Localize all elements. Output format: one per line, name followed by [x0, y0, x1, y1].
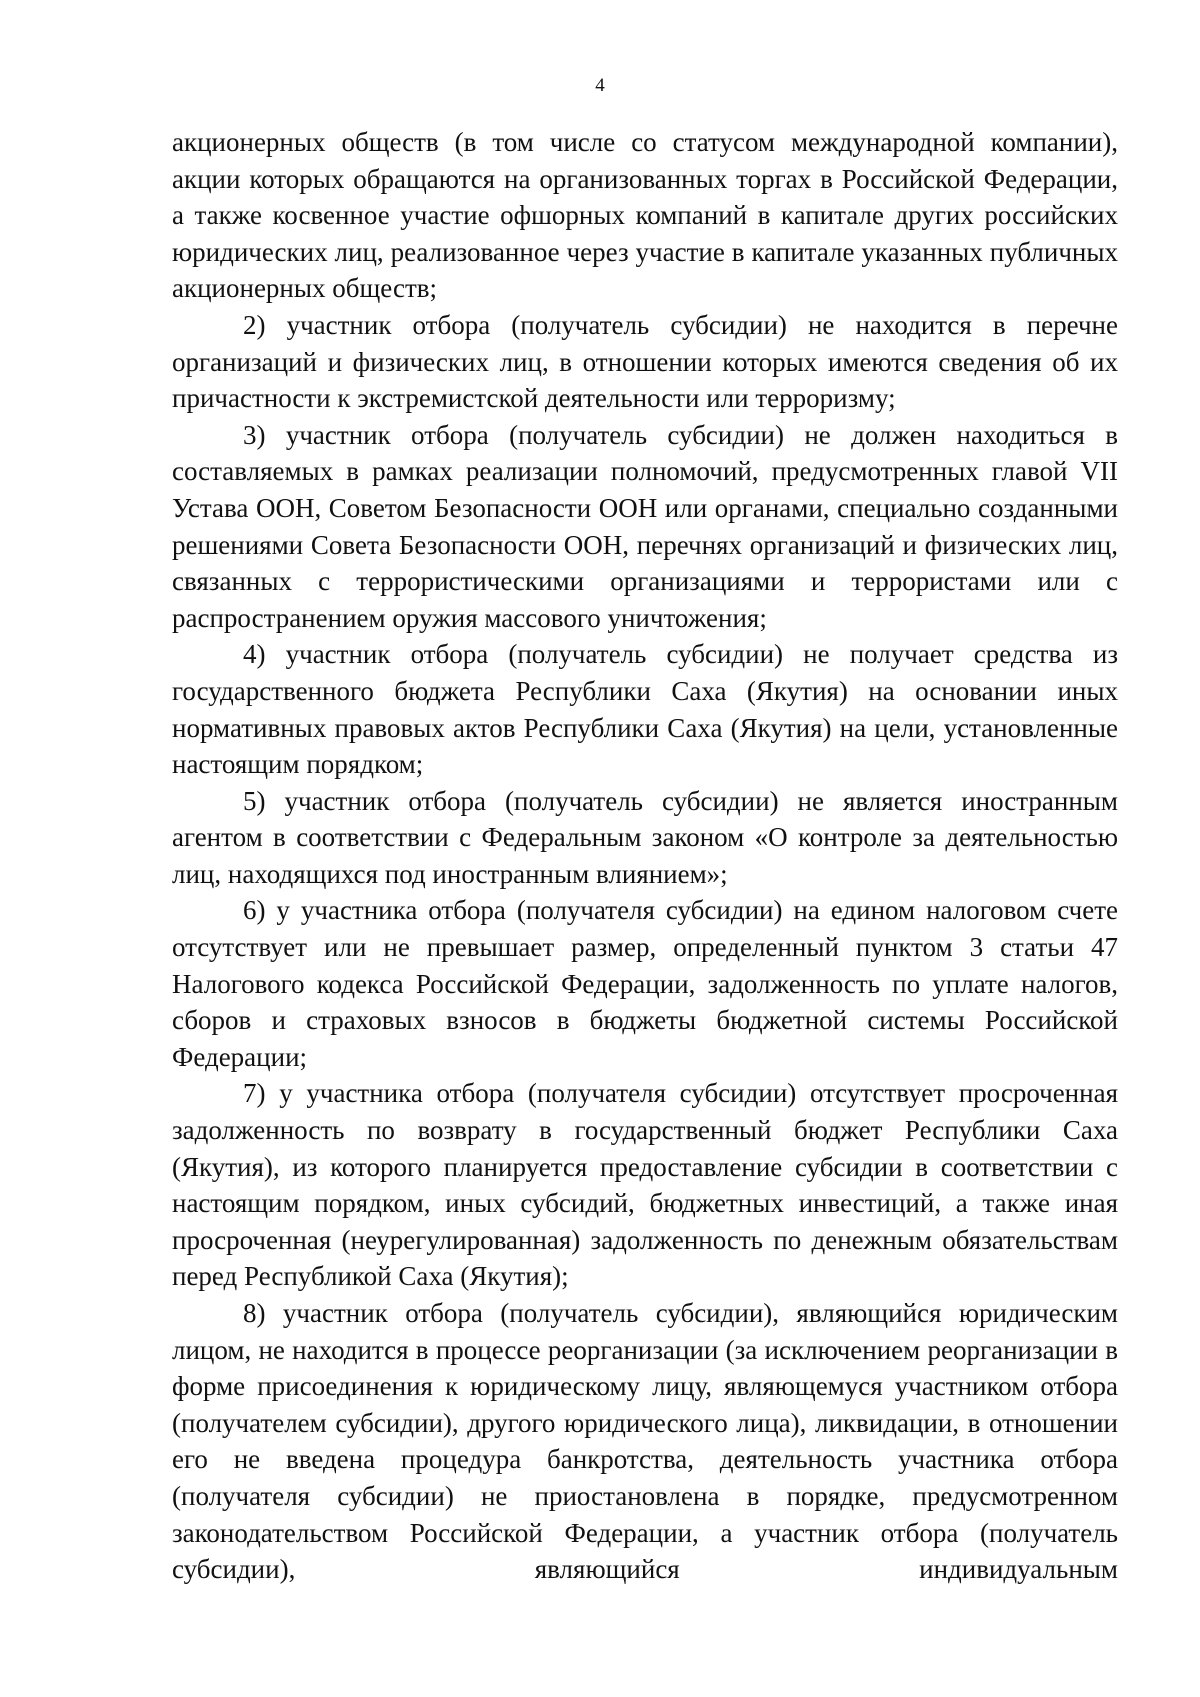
- paragraph-item-2: 2) участник отбора (получатель субсидии) не находится в перечне организаций и физических лиц, в отношении которых имеются сведения об их причастности к экстремистской деятельности или терроризму;: [172, 309, 1118, 414]
- paragraph-item-4: 4) участник отбора (получатель субсидии) не получает средства из государственного бюджета Республики Саха (Якутия) на основании иных нормативных правовых актов Республики Саха (Якутия) на цели, установленные настоящим порядком;: [172, 639, 1118, 780]
- page-number: 4: [595, 75, 605, 96]
- paragraph-item-8: 8) участник отбора (получатель субсидии), являющийся юридическим лицом, не находится в процессе реорганизации (за исключением реорганизации в форме присоединения к юридическому лицу, являющемуся участником отбора (получателем субсидии), другого юридического лица), ликвидации, в отношении его не введена процедура банкротства, деятельность участника отбора (получателя субсидии) не приостановлена в порядке, предусмотренном законодательством Российской Федерации, а участник отбора (получатель субсидии), являющийся индивидуальным: [172, 1298, 1118, 1585]
- paragraph-continuation: акционерных обществ (в том числе со статусом международной компании), акции которых обращаются на организованных торгах в Российской Федерации, а также косвенное участие офшорных компаний в капитале других российских юридических лиц, реализованное через участие в капитале указанных публичных акционерных обществ;: [172, 127, 1118, 304]
- paragraph-item-6: 6) у участника отбора (получателя субсидии) на едином налоговом счете отсутствует или не превышает размер, определенный пунктом 3 статьи 47 Налогового кодекса Российской Федерации, задолженность по уплате налогов, сборов и страховых взносов в бюджеты бюджетной системы Российской Федерации;: [172, 895, 1118, 1072]
- paragraph-item-3: 3) участник отбора (получатель субсидии) не должен находиться в составляемых в рамках реализации полномочий, предусмотренных главой VII Устава ООН, Советом Безопасности ООН или органами, специально созданными решениями Совета Безопасности ООН, перечнях организаций и физических лиц, связанных с террористическими организациями и террористами или с распространением оружия массового уничтожения;: [172, 419, 1118, 633]
- paragraph-item-7: 7) у участника отбора (получателя субсидии) отсутствует просроченная задолженность по возврату в государственный бюджет Республики Саха (Якутия), из которого планируется предоставление субсидии в соответствии с настоящим порядком, иных субсидий, бюджетных инвестиций, а также иная просроченная (неурегулированная) задолженность по денежным обязательствам перед Республикой Саха (Якутия);: [172, 1078, 1118, 1292]
- document-body: [172, 124, 1118, 1588]
- paragraph-item-5: 5) участник отбора (получатель субсидии) не является иностранным агентом в соответствии с Федеральным законом «О контроле за деятельностью лиц, находящихся под иностранным влиянием»;: [172, 785, 1118, 889]
